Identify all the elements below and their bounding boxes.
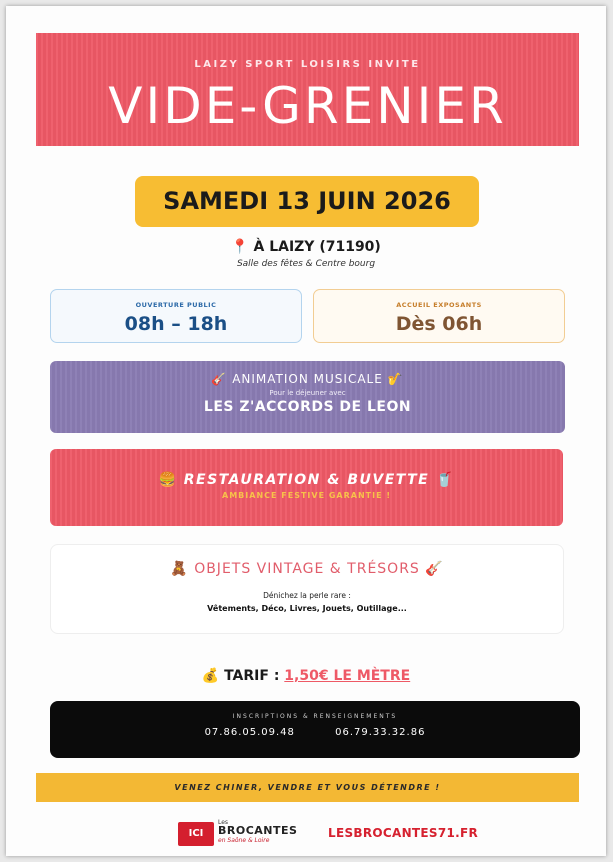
brocantes-logo-region: en Saône & Loire <box>218 837 270 844</box>
phone-number-2: 06.79.33.32.86 <box>335 727 426 738</box>
brocantes-logo-les: Les <box>218 819 229 826</box>
restauration-section <box>50 449 563 526</box>
vintage-section <box>50 544 564 634</box>
header-banner <box>36 33 579 146</box>
location-city-line <box>6 239 606 255</box>
location-venue: Salle des fêtes & Centre bourg <box>236 259 376 269</box>
saxophone-icon: 🎷 <box>387 372 404 386</box>
public-hours-label: OUVERTURE PUBLIC <box>135 301 217 309</box>
flyer-page <box>6 6 606 856</box>
public-hours-card <box>50 289 302 343</box>
website-link[interactable]: LESBROCANTES71.FR <box>328 826 479 840</box>
animation-heading <box>50 372 565 386</box>
animation-section <box>50 361 565 433</box>
brocantes-logo <box>218 819 326 849</box>
animation-subtitle: Pour le déjeuner avec <box>269 389 346 397</box>
restauration-heading <box>50 472 563 488</box>
contact-phones <box>50 727 580 738</box>
exhibitor-hours-value: Dès 06h <box>395 313 483 335</box>
animation-band: LES Z'ACCORDS DE LEON <box>203 399 412 415</box>
brocantes-logo-name: BROCANTES <box>218 824 298 837</box>
header-title: VIDE-GRENIER <box>108 77 507 135</box>
tarif-price: 1,50€ LE MÈTRE <box>284 668 411 684</box>
animation-title: ANIMATION MUSICALE <box>232 372 383 386</box>
restauration-subtitle: AMBIANCE FESTIVE GARANTIE ! <box>222 491 391 500</box>
guitar-icon: 🎸 <box>211 372 228 386</box>
exhibitor-hours-card <box>313 289 565 343</box>
vintage-items: Vêtements, Déco, Livres, Jouets, Outillage... <box>207 604 407 613</box>
ici-logo: ICI <box>178 822 214 846</box>
tarif-label: TARIF : <box>224 668 280 684</box>
phone-number-1: 07.86.05.09.48 <box>204 727 295 738</box>
vintage-subtitle: Dénichez la perle rare : <box>263 591 351 600</box>
burger-icon: 🍔 <box>158 472 178 488</box>
location-city: À LAIZY (71190) <box>253 239 381 255</box>
vintage-title: OBJETS VINTAGE & TRÉSORS <box>194 561 420 577</box>
contact-section <box>50 701 580 758</box>
drink-icon: 🥤 <box>435 472 455 488</box>
teddy-bear-icon: 🧸 <box>170 561 189 577</box>
contact-label: INSCRIPTIONS & RENSEIGNEMENTS <box>232 713 398 720</box>
guitar-icon: 🎸 <box>425 561 444 577</box>
logos-row <box>178 819 479 849</box>
event-date: SAMEDI 13 JUIN 2026 <box>135 176 479 227</box>
restauration-title: RESTAURATION & BUVETTE <box>183 472 430 488</box>
pin-icon: 📍 <box>231 239 249 255</box>
header-subtitle: LAIZY SPORT LOISIRS INVITE <box>194 59 421 70</box>
exhibitor-hours-label: ACCUEIL EXPOSANTS <box>396 301 482 309</box>
footer-slogan: VENEZ CHINER, VENDRE ET VOUS DÉTENDRE ! <box>36 773 579 802</box>
money-bag-icon: 💰 <box>201 668 220 684</box>
public-hours-value: 08h – 18h <box>124 313 228 335</box>
tarif-line <box>6 668 606 684</box>
vintage-heading <box>51 561 563 577</box>
